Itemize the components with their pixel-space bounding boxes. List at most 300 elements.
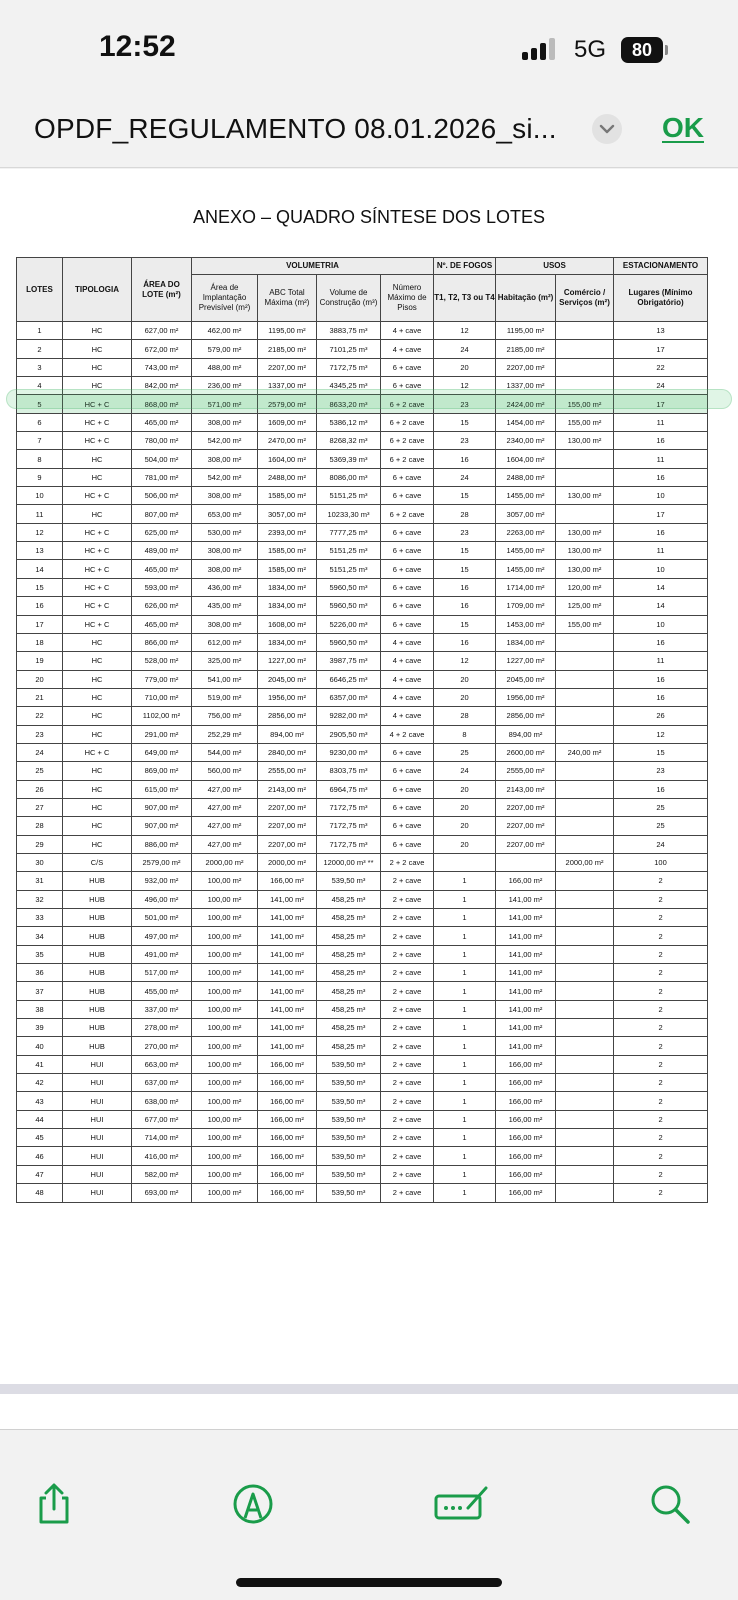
cell-lote: 23 bbox=[17, 725, 63, 743]
cell-lugares: 14 bbox=[614, 597, 708, 615]
cell-fogos: 16 bbox=[434, 597, 496, 615]
cell-tipologia: HUI bbox=[63, 1165, 132, 1183]
cell-habitacao: 2856,00 m² bbox=[496, 707, 556, 725]
cell-pisos: 4 + cave bbox=[381, 688, 434, 706]
cell-pisos: 6 + 2 cave bbox=[381, 413, 434, 431]
cell-abc-total: 894,00 m² bbox=[258, 725, 317, 743]
cell-volume: 539,50 m³ bbox=[317, 872, 381, 890]
document-title[interactable]: OPDF_REGULAMENTO 08.01.2026_si... bbox=[34, 113, 557, 144]
cell-lugares: 16 bbox=[614, 780, 708, 798]
cell-tipologia: HC + C bbox=[63, 395, 132, 413]
cell-tipologia: HC bbox=[63, 358, 132, 376]
cell-volume: 539,50 m³ bbox=[317, 1147, 381, 1165]
cell-lugares: 10 bbox=[614, 487, 708, 505]
cell-lote: 36 bbox=[17, 964, 63, 982]
cell-lugares: 24 bbox=[614, 835, 708, 853]
cell-area-lote: 455,00 m² bbox=[132, 982, 192, 1000]
cell-lote: 14 bbox=[17, 560, 63, 578]
cell-comercio bbox=[556, 1092, 614, 1110]
cell-fogos: 1 bbox=[434, 964, 496, 982]
table-row bbox=[17, 707, 708, 725]
cell-abc-total: 1956,00 m² bbox=[258, 688, 317, 706]
cell-comercio bbox=[556, 964, 614, 982]
cell-tipologia: HC + C bbox=[63, 560, 132, 578]
cell-lote: 17 bbox=[17, 615, 63, 633]
cell-abc-total: 166,00 m² bbox=[258, 1055, 317, 1073]
cell-lugares: 17 bbox=[614, 505, 708, 523]
cell-pisos: 6 + cave bbox=[381, 377, 434, 395]
signature-icon bbox=[434, 1482, 490, 1526]
table-row bbox=[17, 560, 708, 578]
cell-pisos: 4 + cave bbox=[381, 633, 434, 651]
cell-habitacao: 141,00 m² bbox=[496, 964, 556, 982]
cell-lugares: 2 bbox=[614, 872, 708, 890]
cell-area-lote: 465,00 m² bbox=[132, 560, 192, 578]
table-row bbox=[17, 1092, 708, 1110]
cell-habitacao: 141,00 m² bbox=[496, 927, 556, 945]
cell-lote: 22 bbox=[17, 707, 63, 725]
col-tipologia: TIPOLOGIA bbox=[63, 258, 132, 322]
cell-pisos: 2 + 2 cave bbox=[381, 853, 434, 871]
cell-fogos: 28 bbox=[434, 505, 496, 523]
cell-area-implantacao: 100,00 m² bbox=[192, 890, 258, 908]
cell-abc-total: 1585,00 m² bbox=[258, 542, 317, 560]
cell-area-implantacao: 100,00 m² bbox=[192, 1129, 258, 1147]
cell-area-implantacao: 308,00 m² bbox=[192, 542, 258, 560]
cell-volume: 458,25 m³ bbox=[317, 1037, 381, 1055]
cell-abc-total: 1585,00 m² bbox=[258, 560, 317, 578]
cell-comercio bbox=[556, 340, 614, 358]
cell-habitacao: 166,00 m² bbox=[496, 872, 556, 890]
cell-comercio bbox=[556, 652, 614, 670]
cell-tipologia: C/S bbox=[63, 853, 132, 871]
cell-tipologia: HUB bbox=[63, 964, 132, 982]
cell-area-implantacao: 236,00 m² bbox=[192, 377, 258, 395]
cell-fogos: 12 bbox=[434, 322, 496, 340]
cell-habitacao: 2207,00 m² bbox=[496, 835, 556, 853]
cell-comercio bbox=[556, 1129, 614, 1147]
cell-lote: 44 bbox=[17, 1110, 63, 1128]
cell-habitacao: 1454,00 m² bbox=[496, 413, 556, 431]
table-row bbox=[17, 597, 708, 615]
cell-fogos: 20 bbox=[434, 780, 496, 798]
cell-habitacao: 141,00 m² bbox=[496, 909, 556, 927]
table-row bbox=[17, 725, 708, 743]
cell-pisos: 4 + cave bbox=[381, 707, 434, 725]
cell-pisos: 4 + cave bbox=[381, 670, 434, 688]
cell-fogos: 1 bbox=[434, 1037, 496, 1055]
table-row bbox=[17, 688, 708, 706]
cell-fogos: 20 bbox=[434, 798, 496, 816]
cell-habitacao: 1337,00 m² bbox=[496, 377, 556, 395]
cell-abc-total: 141,00 m² bbox=[258, 1019, 317, 1037]
cell-area-implantacao: 427,00 m² bbox=[192, 817, 258, 835]
cell-abc-total: 166,00 m² bbox=[258, 1092, 317, 1110]
cell-pisos: 2 + cave bbox=[381, 1055, 434, 1073]
table-row bbox=[17, 872, 708, 890]
table-row bbox=[17, 652, 708, 670]
cell-volume: 7777,25 m³ bbox=[317, 523, 381, 541]
cell-area-lote: 663,00 m² bbox=[132, 1055, 192, 1073]
cell-habitacao: 2488,00 m² bbox=[496, 468, 556, 486]
cell-area-implantacao: 100,00 m² bbox=[192, 945, 258, 963]
cell-abc-total: 141,00 m² bbox=[258, 1037, 317, 1055]
cell-pisos: 6 + 2 cave bbox=[381, 432, 434, 450]
cell-lugares: 16 bbox=[614, 670, 708, 688]
cell-pisos: 4 + cave bbox=[381, 340, 434, 358]
group-estacionamento: ESTACIONAMENTO bbox=[614, 258, 708, 275]
cell-lugares: 26 bbox=[614, 707, 708, 725]
cell-volume: 8633,20 m³ bbox=[317, 395, 381, 413]
cell-tipologia: HC bbox=[63, 707, 132, 725]
col-lugares: Lugares (Mínimo Obrigatório) bbox=[614, 275, 708, 322]
cell-comercio: 155,00 m² bbox=[556, 615, 614, 633]
cell-volume: 458,25 m³ bbox=[317, 909, 381, 927]
col-area-implantacao: Área de Implantação Previsível (m²) bbox=[192, 275, 258, 322]
cell-pisos: 6 + cave bbox=[381, 578, 434, 596]
cell-habitacao: 2207,00 m² bbox=[496, 358, 556, 376]
cell-area-implantacao: 435,00 m² bbox=[192, 597, 258, 615]
cell-habitacao: 166,00 m² bbox=[496, 1074, 556, 1092]
cell-area-implantacao: 579,00 m² bbox=[192, 340, 258, 358]
cell-abc-total: 141,00 m² bbox=[258, 1000, 317, 1018]
cell-tipologia: HUI bbox=[63, 1092, 132, 1110]
cell-tipologia: HC bbox=[63, 688, 132, 706]
cell-lugares: 16 bbox=[614, 688, 708, 706]
table-row bbox=[17, 615, 708, 633]
cell-pisos: 6 + cave bbox=[381, 743, 434, 761]
cell-tipologia: HUB bbox=[63, 909, 132, 927]
cell-fogos: 1 bbox=[434, 1184, 496, 1202]
cell-area-lote: 693,00 m² bbox=[132, 1184, 192, 1202]
share-icon bbox=[32, 1482, 76, 1526]
cell-volume: 7172,75 m³ bbox=[317, 835, 381, 853]
cell-tipologia: HC bbox=[63, 340, 132, 358]
table-row bbox=[17, 798, 708, 816]
cell-lote: 33 bbox=[17, 909, 63, 927]
cell-pisos: 2 + cave bbox=[381, 1165, 434, 1183]
cell-comercio bbox=[556, 358, 614, 376]
cell-habitacao: 1709,00 m² bbox=[496, 597, 556, 615]
title-menu-button[interactable] bbox=[592, 114, 622, 144]
cell-pisos: 2 + cave bbox=[381, 1037, 434, 1055]
status-time: 12:52 bbox=[99, 30, 176, 63]
cell-abc-total: 1834,00 m² bbox=[258, 597, 317, 615]
cell-area-lote: 491,00 m² bbox=[132, 945, 192, 963]
cell-lugares: 10 bbox=[614, 615, 708, 633]
cell-tipologia: HUB bbox=[63, 1037, 132, 1055]
cell-area-lote: 868,00 m² bbox=[132, 395, 192, 413]
cell-abc-total: 2555,00 m² bbox=[258, 762, 317, 780]
bottom-toolbar bbox=[0, 1430, 738, 1600]
cell-area-implantacao: 100,00 m² bbox=[192, 1110, 258, 1128]
cell-habitacao: 166,00 m² bbox=[496, 1110, 556, 1128]
cell-lote: 48 bbox=[17, 1184, 63, 1202]
cell-area-lote: 489,00 m² bbox=[132, 542, 192, 560]
table-row bbox=[17, 1165, 708, 1183]
cell-comercio bbox=[556, 1184, 614, 1202]
cell-fogos: 1 bbox=[434, 1147, 496, 1165]
cell-habitacao: 141,00 m² bbox=[496, 1037, 556, 1055]
table-row bbox=[17, 358, 708, 376]
cell-comercio bbox=[556, 1074, 614, 1092]
cell-lote: 28 bbox=[17, 817, 63, 835]
cell-fogos: 15 bbox=[434, 542, 496, 560]
cell-fogos: 1 bbox=[434, 1165, 496, 1183]
cell-comercio: 130,00 m² bbox=[556, 487, 614, 505]
cell-fogos: 1 bbox=[434, 982, 496, 1000]
cell-comercio bbox=[556, 982, 614, 1000]
cell-lugares: 2 bbox=[614, 927, 708, 945]
cell-volume: 458,25 m³ bbox=[317, 982, 381, 1000]
cell-fogos: 1 bbox=[434, 1074, 496, 1092]
table-row bbox=[17, 1037, 708, 1055]
cell-area-lote: 1102,00 m² bbox=[132, 707, 192, 725]
table-row bbox=[17, 542, 708, 560]
cell-lugares: 24 bbox=[614, 377, 708, 395]
cell-tipologia: HUB bbox=[63, 927, 132, 945]
cell-pisos: 2 + cave bbox=[381, 945, 434, 963]
done-button[interactable]: OK bbox=[662, 112, 704, 143]
cell-area-implantacao: 100,00 m² bbox=[192, 1147, 258, 1165]
cell-pisos: 6 + cave bbox=[381, 560, 434, 578]
cell-lote: 35 bbox=[17, 945, 63, 963]
cell-area-lote: 501,00 m² bbox=[132, 909, 192, 927]
cell-fogos: 15 bbox=[434, 560, 496, 578]
cell-abc-total: 141,00 m² bbox=[258, 909, 317, 927]
search-button[interactable] bbox=[648, 1482, 692, 1526]
cell-lugares: 2 bbox=[614, 982, 708, 1000]
cell-tipologia: HC bbox=[63, 725, 132, 743]
cell-habitacao: 2263,00 m² bbox=[496, 523, 556, 541]
cell-volume: 8268,32 m³ bbox=[317, 432, 381, 450]
cell-tipologia: HC + C bbox=[63, 578, 132, 596]
cell-comercio: 120,00 m² bbox=[556, 578, 614, 596]
cell-area-lote: 497,00 m² bbox=[132, 927, 192, 945]
table-row bbox=[17, 432, 708, 450]
cell-volume: 2905,50 m³ bbox=[317, 725, 381, 743]
cell-lote: 47 bbox=[17, 1165, 63, 1183]
cell-comercio: 130,00 m² bbox=[556, 523, 614, 541]
lots-table bbox=[16, 257, 708, 1203]
cell-lugares: 11 bbox=[614, 450, 708, 468]
cell-volume: 458,25 m³ bbox=[317, 890, 381, 908]
cell-tipologia: HC bbox=[63, 835, 132, 853]
cell-volume: 5960,50 m³ bbox=[317, 633, 381, 651]
cell-lugares: 17 bbox=[614, 340, 708, 358]
cell-tipologia: HUB bbox=[63, 1000, 132, 1018]
cell-habitacao: 1604,00 m² bbox=[496, 450, 556, 468]
cell-fogos: 23 bbox=[434, 432, 496, 450]
cell-lugares: 2 bbox=[614, 1019, 708, 1037]
cell-abc-total: 2000,00 m² bbox=[258, 853, 317, 871]
cell-area-lote: 779,00 m² bbox=[132, 670, 192, 688]
cell-lugares: 14 bbox=[614, 578, 708, 596]
cell-abc-total: 166,00 m² bbox=[258, 1147, 317, 1165]
cell-habitacao: 2207,00 m² bbox=[496, 798, 556, 816]
cell-fogos: 1 bbox=[434, 1019, 496, 1037]
table-row bbox=[17, 890, 708, 908]
cell-lote: 25 bbox=[17, 762, 63, 780]
cell-area-implantacao: 308,00 m² bbox=[192, 413, 258, 431]
cell-tipologia: HC bbox=[63, 505, 132, 523]
cell-comercio bbox=[556, 927, 614, 945]
cell-lugares: 11 bbox=[614, 652, 708, 670]
cell-habitacao: 166,00 m² bbox=[496, 1147, 556, 1165]
cell-volume: 539,50 m³ bbox=[317, 1092, 381, 1110]
cell-comercio bbox=[556, 377, 614, 395]
cell-volume: 10233,30 m³ bbox=[317, 505, 381, 523]
signature-button[interactable] bbox=[434, 1482, 490, 1526]
cell-lugares: 2 bbox=[614, 964, 708, 982]
cell-area-lote: 781,00 m² bbox=[132, 468, 192, 486]
cell-volume: 9230,00 m³ bbox=[317, 743, 381, 761]
markup-button[interactable] bbox=[231, 1482, 275, 1526]
cell-comercio bbox=[556, 633, 614, 651]
cell-fogos: 24 bbox=[434, 762, 496, 780]
cell-fogos: 23 bbox=[434, 395, 496, 413]
cell-area-implantacao: 100,00 m² bbox=[192, 1019, 258, 1037]
cell-area-lote: 714,00 m² bbox=[132, 1129, 192, 1147]
table-row bbox=[17, 1074, 708, 1092]
cell-area-lote: 932,00 m² bbox=[132, 872, 192, 890]
cell-lote: 21 bbox=[17, 688, 63, 706]
cell-abc-total: 2840,00 m² bbox=[258, 743, 317, 761]
cell-comercio bbox=[556, 707, 614, 725]
cell-area-lote: 886,00 m² bbox=[132, 835, 192, 853]
cell-lugares: 2 bbox=[614, 909, 708, 927]
cell-area-lote: 710,00 m² bbox=[132, 688, 192, 706]
cell-area-lote: 582,00 m² bbox=[132, 1165, 192, 1183]
cell-fogos: 12 bbox=[434, 377, 496, 395]
cell-pisos: 6 + cave bbox=[381, 468, 434, 486]
next-page-edge[interactable] bbox=[0, 1394, 738, 1430]
cell-habitacao: 1956,00 m² bbox=[496, 688, 556, 706]
cell-fogos: 1 bbox=[434, 909, 496, 927]
cell-lote: 45 bbox=[17, 1129, 63, 1147]
cell-abc-total: 3057,00 m² bbox=[258, 505, 317, 523]
table-row bbox=[17, 487, 708, 505]
cell-comercio bbox=[556, 798, 614, 816]
cell-tipologia: HC bbox=[63, 670, 132, 688]
cell-area-implantacao: 100,00 m² bbox=[192, 927, 258, 945]
cell-lote: 38 bbox=[17, 1000, 63, 1018]
document-page[interactable] bbox=[0, 169, 738, 1384]
table-row bbox=[17, 395, 708, 413]
cell-area-implantacao: 542,00 m² bbox=[192, 432, 258, 450]
cell-lote: 2 bbox=[17, 340, 63, 358]
cell-comercio bbox=[556, 817, 614, 835]
cell-lugares: 11 bbox=[614, 413, 708, 431]
cell-habitacao: 141,00 m² bbox=[496, 1000, 556, 1018]
cell-area-lote: 627,00 m² bbox=[132, 322, 192, 340]
cell-volume: 5151,25 m³ bbox=[317, 560, 381, 578]
cell-lote: 37 bbox=[17, 982, 63, 1000]
col-habitacao: Habitação (m²) bbox=[496, 275, 556, 322]
cell-comercio: 155,00 m² bbox=[556, 413, 614, 431]
cell-lugares: 2 bbox=[614, 1110, 708, 1128]
cell-abc-total: 1608,00 m² bbox=[258, 615, 317, 633]
table-row bbox=[17, 982, 708, 1000]
cell-area-lote: 496,00 m² bbox=[132, 890, 192, 908]
table-row bbox=[17, 927, 708, 945]
cell-area-implantacao: 100,00 m² bbox=[192, 909, 258, 927]
cell-habitacao: 2143,00 m² bbox=[496, 780, 556, 798]
cell-volume: 5226,00 m³ bbox=[317, 615, 381, 633]
cell-lugares: 2 bbox=[614, 1184, 708, 1202]
table-row bbox=[17, 762, 708, 780]
cell-pisos: 6 + 2 cave bbox=[381, 505, 434, 523]
cell-volume: 12000,00 m³ ** bbox=[317, 853, 381, 871]
cell-lugares: 12 bbox=[614, 725, 708, 743]
cell-pisos: 6 + cave bbox=[381, 358, 434, 376]
cell-area-lote: 465,00 m² bbox=[132, 615, 192, 633]
cell-area-lote: 504,00 m² bbox=[132, 450, 192, 468]
cell-pisos: 6 + cave bbox=[381, 780, 434, 798]
cell-abc-total: 2207,00 m² bbox=[258, 817, 317, 835]
cell-fogos: 1 bbox=[434, 1129, 496, 1147]
cell-fogos: 1 bbox=[434, 1055, 496, 1073]
cell-lugares: 25 bbox=[614, 798, 708, 816]
cell-lugares: 2 bbox=[614, 1074, 708, 1092]
cell-pisos: 6 + cave bbox=[381, 835, 434, 853]
table-row bbox=[17, 413, 708, 431]
col-pisos: Número Máximo de Pisos bbox=[381, 275, 434, 322]
cell-lote: 12 bbox=[17, 523, 63, 541]
home-indicator[interactable] bbox=[236, 1578, 502, 1587]
cell-comercio bbox=[556, 1165, 614, 1183]
cell-comercio bbox=[556, 725, 614, 743]
table-row bbox=[17, 853, 708, 871]
cell-abc-total: 166,00 m² bbox=[258, 1184, 317, 1202]
cell-comercio bbox=[556, 322, 614, 340]
cell-pisos: 2 + cave bbox=[381, 1092, 434, 1110]
cell-comercio bbox=[556, 450, 614, 468]
table-row bbox=[17, 1110, 708, 1128]
cell-lote: 18 bbox=[17, 633, 63, 651]
cell-fogos: 20 bbox=[434, 835, 496, 853]
cell-abc-total: 1337,00 m² bbox=[258, 377, 317, 395]
cell-tipologia: HUB bbox=[63, 890, 132, 908]
lots-table-body bbox=[17, 322, 708, 1203]
cell-comercio: 155,00 m² bbox=[556, 395, 614, 413]
cell-lote: 27 bbox=[17, 798, 63, 816]
cell-area-lote: 416,00 m² bbox=[132, 1147, 192, 1165]
cell-lugares: 100 bbox=[614, 853, 708, 871]
table-row bbox=[17, 578, 708, 596]
cell-area-lote: 615,00 m² bbox=[132, 780, 192, 798]
cell-habitacao: 2340,00 m² bbox=[496, 432, 556, 450]
cell-habitacao: 894,00 m² bbox=[496, 725, 556, 743]
cell-fogos: 1 bbox=[434, 872, 496, 890]
cell-lugares: 22 bbox=[614, 358, 708, 376]
cell-area-lote: 517,00 m² bbox=[132, 964, 192, 982]
cell-area-lote: 270,00 m² bbox=[132, 1037, 192, 1055]
cell-area-implantacao: 252,29 m² bbox=[192, 725, 258, 743]
cell-pisos: 2 + cave bbox=[381, 927, 434, 945]
cell-fogos: 1 bbox=[434, 945, 496, 963]
cell-comercio bbox=[556, 762, 614, 780]
cell-habitacao bbox=[496, 853, 556, 871]
cell-habitacao: 3057,00 m² bbox=[496, 505, 556, 523]
cell-lugares: 2 bbox=[614, 945, 708, 963]
cell-volume: 539,50 m³ bbox=[317, 1110, 381, 1128]
share-button[interactable] bbox=[32, 1482, 76, 1526]
table-row bbox=[17, 1147, 708, 1165]
col-comercio: Comércio / Serviços (m²) bbox=[556, 275, 614, 322]
cell-area-implantacao: 612,00 m² bbox=[192, 633, 258, 651]
cell-volume: 539,50 m³ bbox=[317, 1074, 381, 1092]
